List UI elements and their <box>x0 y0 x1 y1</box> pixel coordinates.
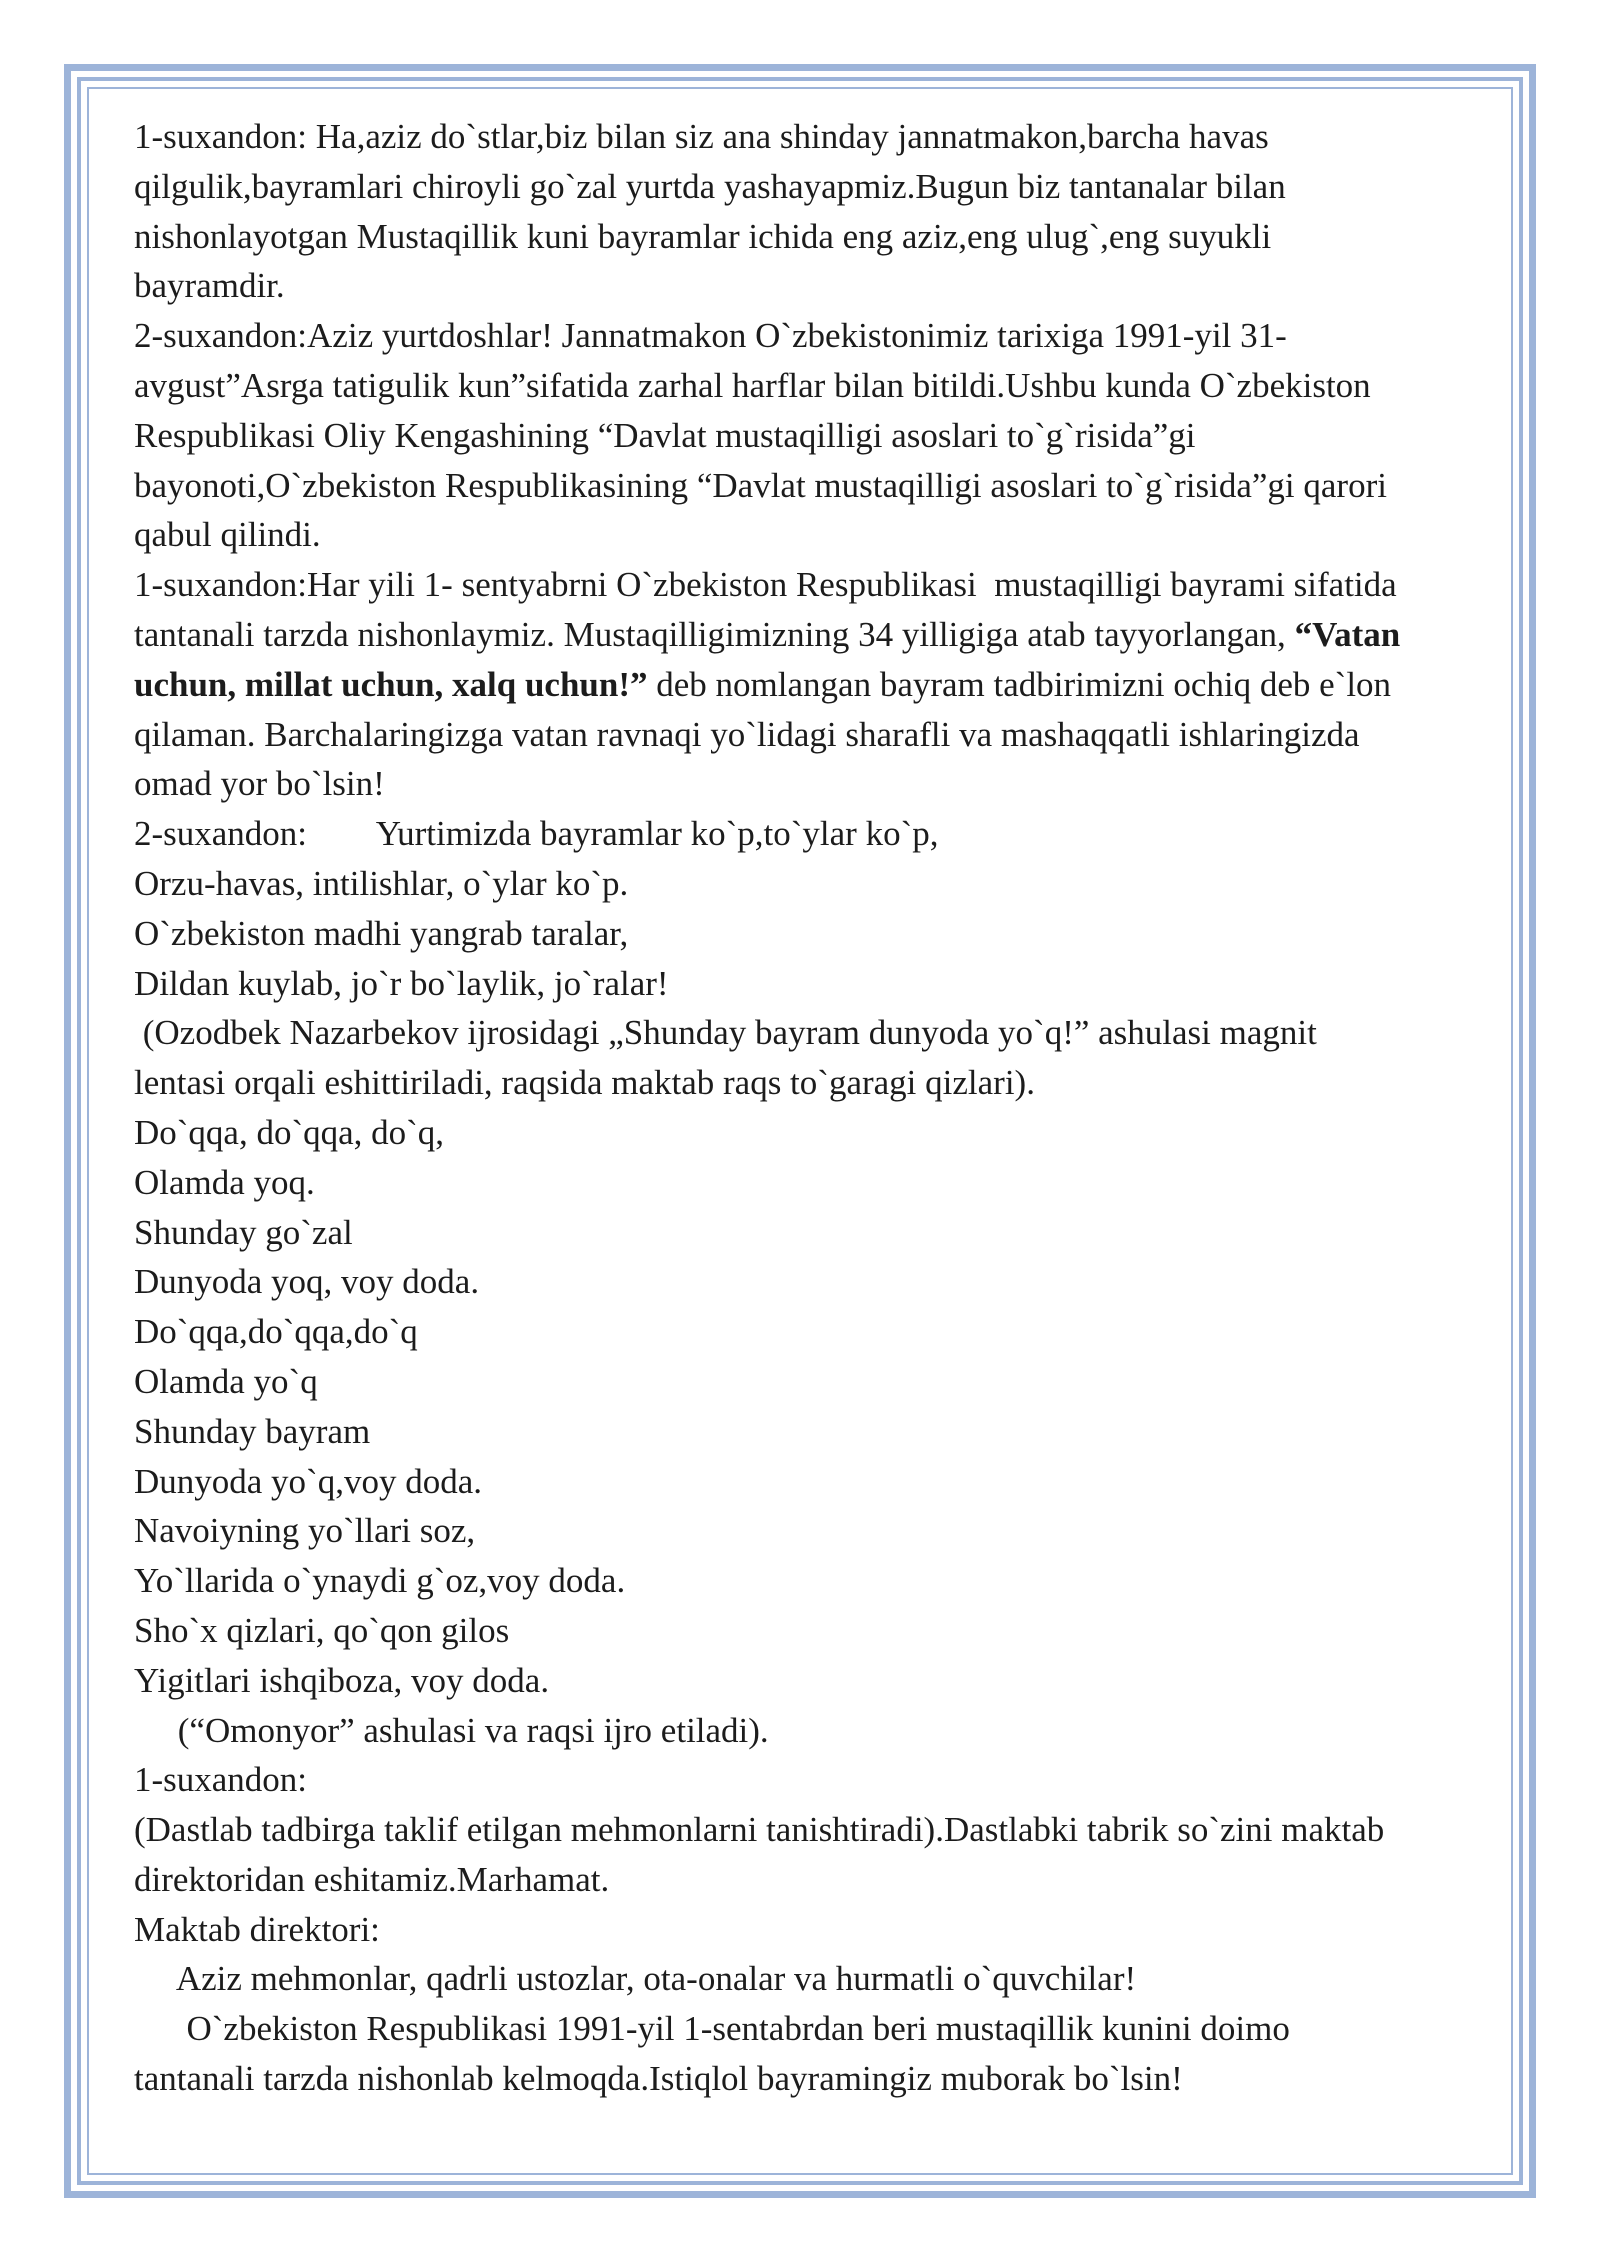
text-line: 1-suxandon:Har yili 1- sentyabrni O`zbekiston Respublikasi mustaqilligi bayrami sifatida <box>134 565 1397 605</box>
text-line: qabul qilindi. <box>134 515 321 555</box>
text-line: Navoiyning yo`llari soz, <box>134 1511 476 1551</box>
text-line: direktoridan eshitamiz.Marhamat. <box>134 1859 610 1899</box>
text-line: 2-suxandon: Yurtimizda bayramlar ko`p,to`ylar ko`p, <box>134 814 939 854</box>
text-line: Yigitlari ishqiboza, voy doda. <box>134 1660 550 1700</box>
text-line: Shunday go`zal <box>134 1212 353 1252</box>
text-line: 1-suxandon: <box>134 1760 308 1800</box>
text-line: (Dastlab tadbirga taklif etilgan mehmonlarni tanishtiradi).Dastlabki tabrik so`zini maktab <box>134 1810 1385 1850</box>
text-line: Dildan kuylab, jo`r bo`laylik, jo`ralar! <box>134 963 669 1003</box>
text-line: 2-suxandon:Aziz yurtdoshlar! Jannatmakon O`zbekistonimiz tarixiga 1991-yil 31- <box>134 316 1287 356</box>
bold-text-segment: uchun, millat uchun, xalq uchun!” <box>134 664 648 704</box>
text-line: Shunday bayram <box>134 1411 371 1451</box>
text-line: qilgulik,bayramlari chiroyli go`zal yurtda yashayapmiz.Bugun biz tantanalar bilan <box>134 166 1286 206</box>
text-line: Do`qqa,do`qqa,do`q <box>134 1312 418 1352</box>
text-line: 1-suxandon: Ha,aziz do`stlar,biz bilan siz ana shinday jannatmakon,barcha havas <box>134 117 1269 156</box>
text-line: Respublikasi Oliy Kengashining “Davlat mustaqilligi asoslari to`g`risida”gi <box>134 415 1196 455</box>
text-line: Maktab direktori: <box>134 1909 380 1949</box>
text-line: Aziz mehmonlar, qadrli ustozlar, ota-onalar va hurmatli o`quvchilar! <box>134 1959 1137 1999</box>
text-line: Orzu-havas, intilishlar, o`ylar ko`p. <box>134 863 629 903</box>
text-line: tantanali tarzda nishonlab kelmoqda.Istiqlol bayramingiz muborak bo`lsin! <box>134 2059 1183 2099</box>
text-line: Olamda yoq. <box>134 1162 315 1202</box>
text-line: (“Omonyor” ashulasi va raqsi ijro etiladi). <box>134 1710 769 1750</box>
text-line: lentasi orqali eshittiriladi, raqsida maktab raqs to`garagi qizlari). <box>134 1063 1035 1103</box>
text-line-with-bold <box>134 610 1514 660</box>
text-segment: tantanali tarzda nishonlaymiz. Mustaqilligimizning 34 yilligiga atab tayyorlangan, <box>134 614 1295 654</box>
text-line: Olamda yo`q <box>134 1361 318 1401</box>
text-line: (Ozodbek Nazarbekov ijrosidagi „Shunday bayram dunyoda yo`q!” ashulasi magnit <box>134 1013 1317 1053</box>
text-line: Do`qqa, do`qqa, do`q, <box>134 1112 445 1152</box>
text-line: bayonoti,O`zbekiston Respublikasining “Davlat mustaqilligi asoslari to`g`risida”gi qarori <box>134 465 1387 505</box>
text-line: O`zbekiston madhi yangrab taralar, <box>134 913 629 953</box>
text-line: avgust”Asrga tatigulik kun”sifatida zarhal harflar bilan bitildi.Ushbu kunda O`zbekiston <box>134 365 1371 405</box>
bold-text-segment: “Vatan <box>1294 614 1401 654</box>
text-line: Sho`x qizlari, qo`qon gilos <box>134 1610 510 1650</box>
text-line: omad yor bo`lsin! <box>134 764 385 804</box>
document-body <box>134 112 1514 2104</box>
text-line-with-bold <box>134 660 1514 710</box>
text-line: Dunyoda yoq, voy doda. <box>134 1262 480 1302</box>
text-line: qilaman. Barchalaringizga vatan ravnaqi yo`lidagi sharafli va mashaqqatli ishlaringizda <box>134 714 1360 754</box>
text-line: O`zbekiston Respublikasi 1991-yil 1-sentabrdan beri mustaqillik kunini doimo <box>134 2009 1290 2049</box>
text-line: nishonlayotgan Mustaqillik kuni bayramlar ichida eng aziz,eng ulug`,eng suyukli <box>134 216 1272 256</box>
text-line: Dunyoda yo`q,voy doda. <box>134 1461 483 1501</box>
text-segment: deb nomlangan bayram tadbirimizni ochiq deb e`lon <box>647 664 1392 704</box>
text-line: bayramdir. <box>134 266 285 306</box>
text-line: Yo`llarida o`ynaydi g`oz,voy doda. <box>134 1561 626 1601</box>
